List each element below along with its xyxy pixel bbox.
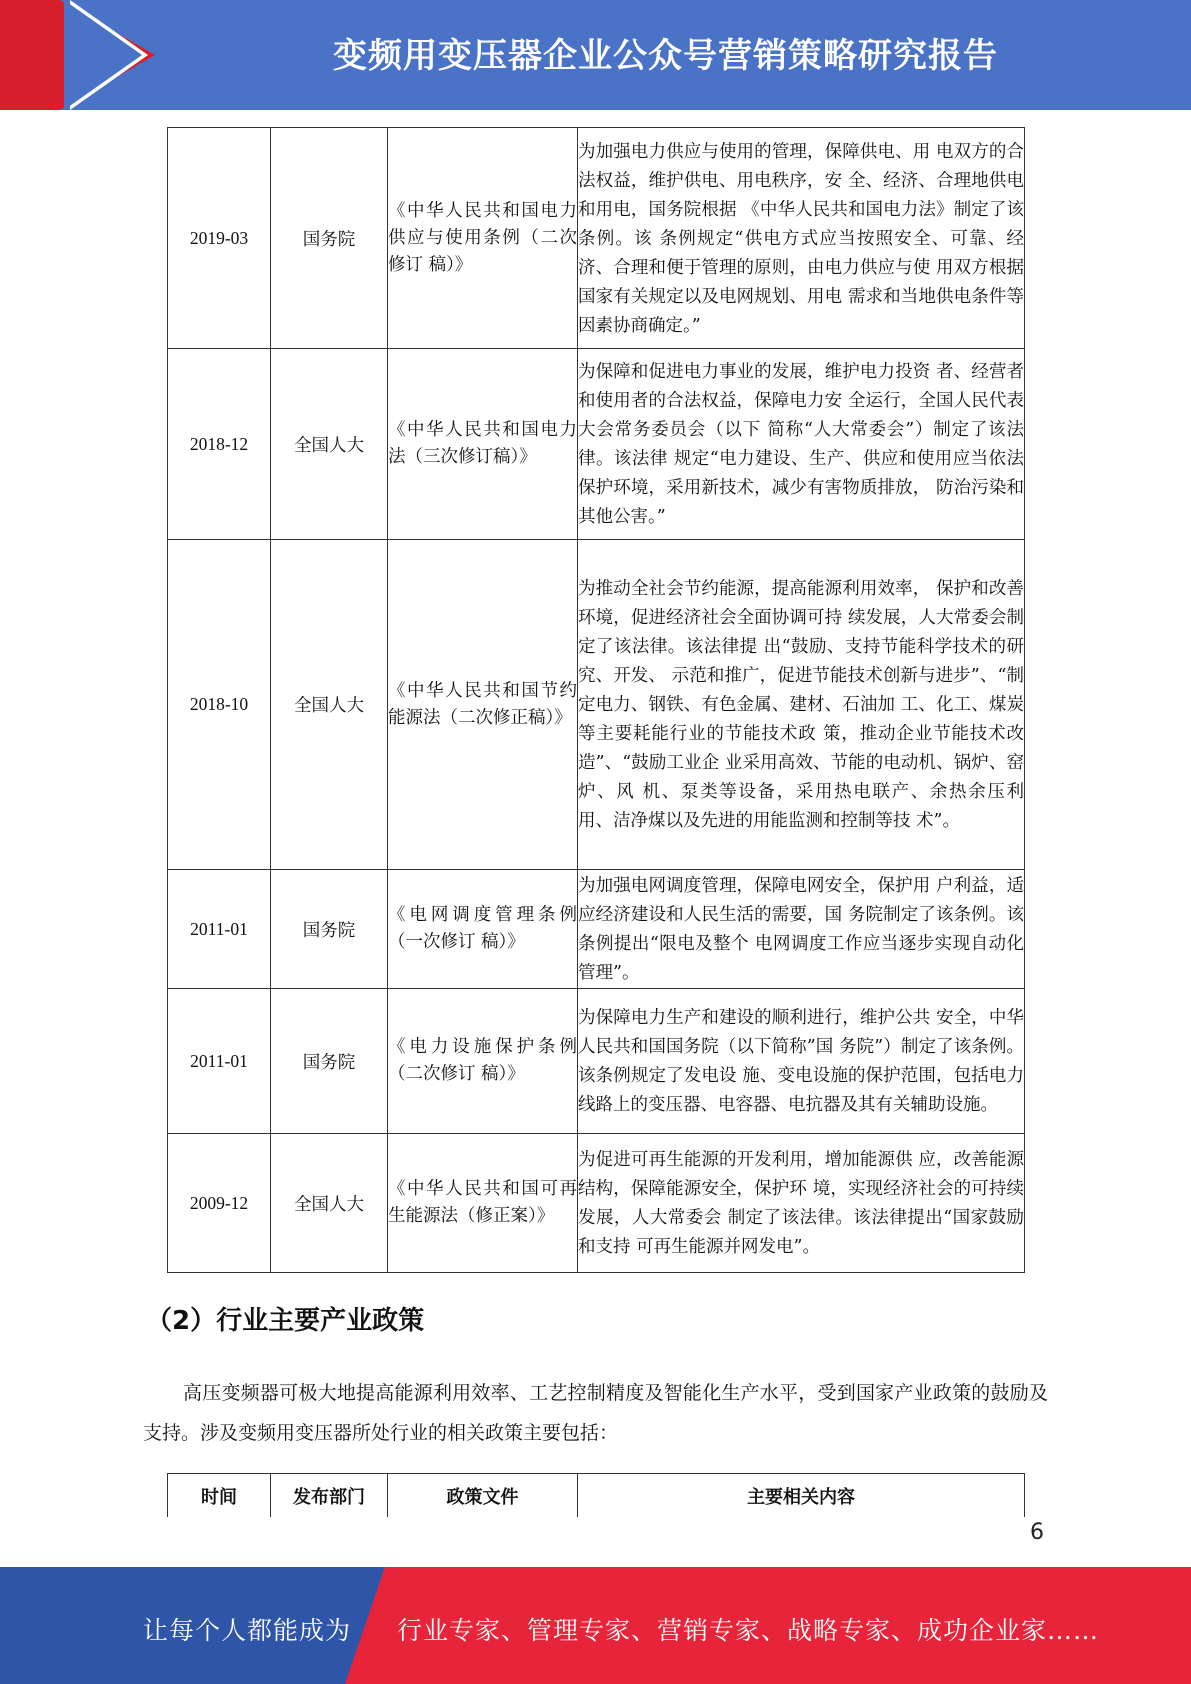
policy-content-text: 为促进可再生能源的开发利用，增加能源供 应，改善能源结构，保障能源安全，保护环 境，实现经济社会的可持续发展，人大常委会 制定了该法律。该法律提出“国家鼓励和支持 可再生能源并网发电”。 (578, 1150, 1024, 1257)
policy-date: 2019-03 (168, 128, 271, 349)
policy-content (578, 349, 1025, 540)
table-row (168, 128, 1025, 349)
policy-content (578, 870, 1025, 989)
policy-content (578, 540, 1025, 870)
column-header-content: 主要相关内容 (578, 1474, 1025, 1518)
document-title: 变频用变压器企业公众号营销策略研究报告 (333, 36, 998, 76)
policy-department: 全国人大 (271, 349, 388, 540)
table-row (168, 870, 1025, 989)
policy-department: 国务院 (271, 989, 388, 1134)
table-header-row (168, 1474, 1025, 1518)
column-header-document: 政策文件 (388, 1474, 578, 1518)
table-row (168, 989, 1025, 1134)
policy-content-text: 为推动全社会节约能源，提高能源利用效率， 保护和改善环境，促进经济社会全面协调可持 续发展，人大常委会制定了该法律。该法律提 出“鼓励、支持节能科学技术的研究、开发、 示范和推广，促进节能技术创新与进步”、“制定电力、钢铁、有色金属、建材、石油加 工、化工、煤炭等主要耗能行业的节能技术政 策，推动企业节能技术改造”、“鼓励工业企 业采用高效、节能的电动机、锅炉、窑炉、风 机、泵类等设备，采用热电联产、余热余压利 用、洁净煤以及先进的用能监测和控制等技 术”。 (578, 579, 1024, 831)
policy-date: 2011-01 (168, 870, 271, 989)
page-header (0, 0, 1191, 110)
table-row (168, 1134, 1025, 1273)
policy-document: 《中华人民共和国电力供应与使用条例（二次修订 稿）》 (388, 128, 578, 349)
policy-content-text: 为保障和促进电力事业的发展，维护电力投资 者、经营者和使用者的合法权益，保障电力安 全运行，全国人民代表大会常务委员会（以下 简称“人大常委会”）制定了该法律。该法律 规定“电力建设、生产、供应和使用应当依法 保护环境，采用新技术，减少有害物质排放， 防治污染和其他公害。” (578, 362, 1024, 527)
body-paragraph: 高压变频器可极大地提高能源利用效率、工艺控制精度及智能化生产水平，受到国家产业政策的鼓励及支持。涉及变频用变压器所处行业的相关政策主要包括： (143, 1382, 1048, 1444)
policy-content-text: 为保障电力生产和建设的顺利进行，维护公共 安全，中华人民共和国国务院（以下简称”国 务院”）制定了该条例。该条例规定了发电设 施、变电设施的保护范围，包括电力线路上的变压器、电容器、电抗器及其有关辅助设施。 (578, 1008, 1024, 1115)
header-blue-chevron (64, 0, 142, 110)
policy-content (578, 1134, 1025, 1273)
policy-content-text: 为加强电力供应与使用的管理，保障供电、用 电双方的合法权益，维护供电、用电秩序，安 全、经济、合理地供电和用电，国务院根据 《中华人民共和国电力法》制定了该条例。该 条例规定“供电方式应当按照安全、可靠、经 济、合理和便于管理的原则，由电力供应与使 用双方根据国家有关规定以及电网规划、用电 需求和当地供电条件等因素协商确定。” (578, 141, 1024, 336)
policy-document: 《电力设施保护条例（二次修订 稿）》 (388, 989, 578, 1134)
policy-content (578, 989, 1025, 1134)
policy-document: 《中华人民共和国可再生能源法（修正案）》 (388, 1134, 578, 1273)
column-header-date: 时间 (168, 1474, 271, 1518)
policy-department: 全国人大 (271, 1134, 388, 1273)
policy-date: 2011-01 (168, 989, 271, 1134)
section-heading: （2）行业主要产业政策 (146, 1306, 425, 1336)
page-footer (0, 1567, 1191, 1684)
header-red-block (0, 0, 60, 110)
policy-content-text: 为加强电网调度管理，保障电网安全，保护用 户利益，适应经济建设和人民生活的需要，国 务院制定了该条例。该条例提出“限电及整个 电网调度工作应当逐步实现自动化管理”。 (578, 876, 1024, 983)
policy-table-header (167, 1473, 1025, 1517)
footer-slogan-right: 行业专家、管理专家、营销专家、战略专家、成功企业家…… (397, 1616, 1100, 1645)
policy-document: 《中华人民共和国电力法（三次修订稿）》 (388, 349, 578, 540)
footer-slogan-left: 让每个人都能成为 (143, 1616, 352, 1645)
table-row (168, 349, 1025, 540)
policy-date: 2009-12 (168, 1134, 271, 1273)
policy-department: 全国人大 (271, 540, 388, 870)
policy-document: 《电网调度管理条例（一次修订 稿）》 (388, 870, 578, 989)
policy-content (578, 128, 1025, 349)
policy-table-continued (167, 127, 1025, 1273)
column-header-department: 发布部门 (271, 1474, 388, 1518)
policy-department: 国务院 (271, 128, 388, 349)
policy-date: 2018-12 (168, 349, 271, 540)
policy-department: 国务院 (271, 870, 388, 989)
policy-document: 《中华人民共和国节约能源法（二次修正稿）》 (388, 540, 578, 870)
page-number: 6 (1030, 1520, 1044, 1545)
table-row (168, 540, 1025, 870)
policy-date: 2018-10 (168, 540, 271, 870)
